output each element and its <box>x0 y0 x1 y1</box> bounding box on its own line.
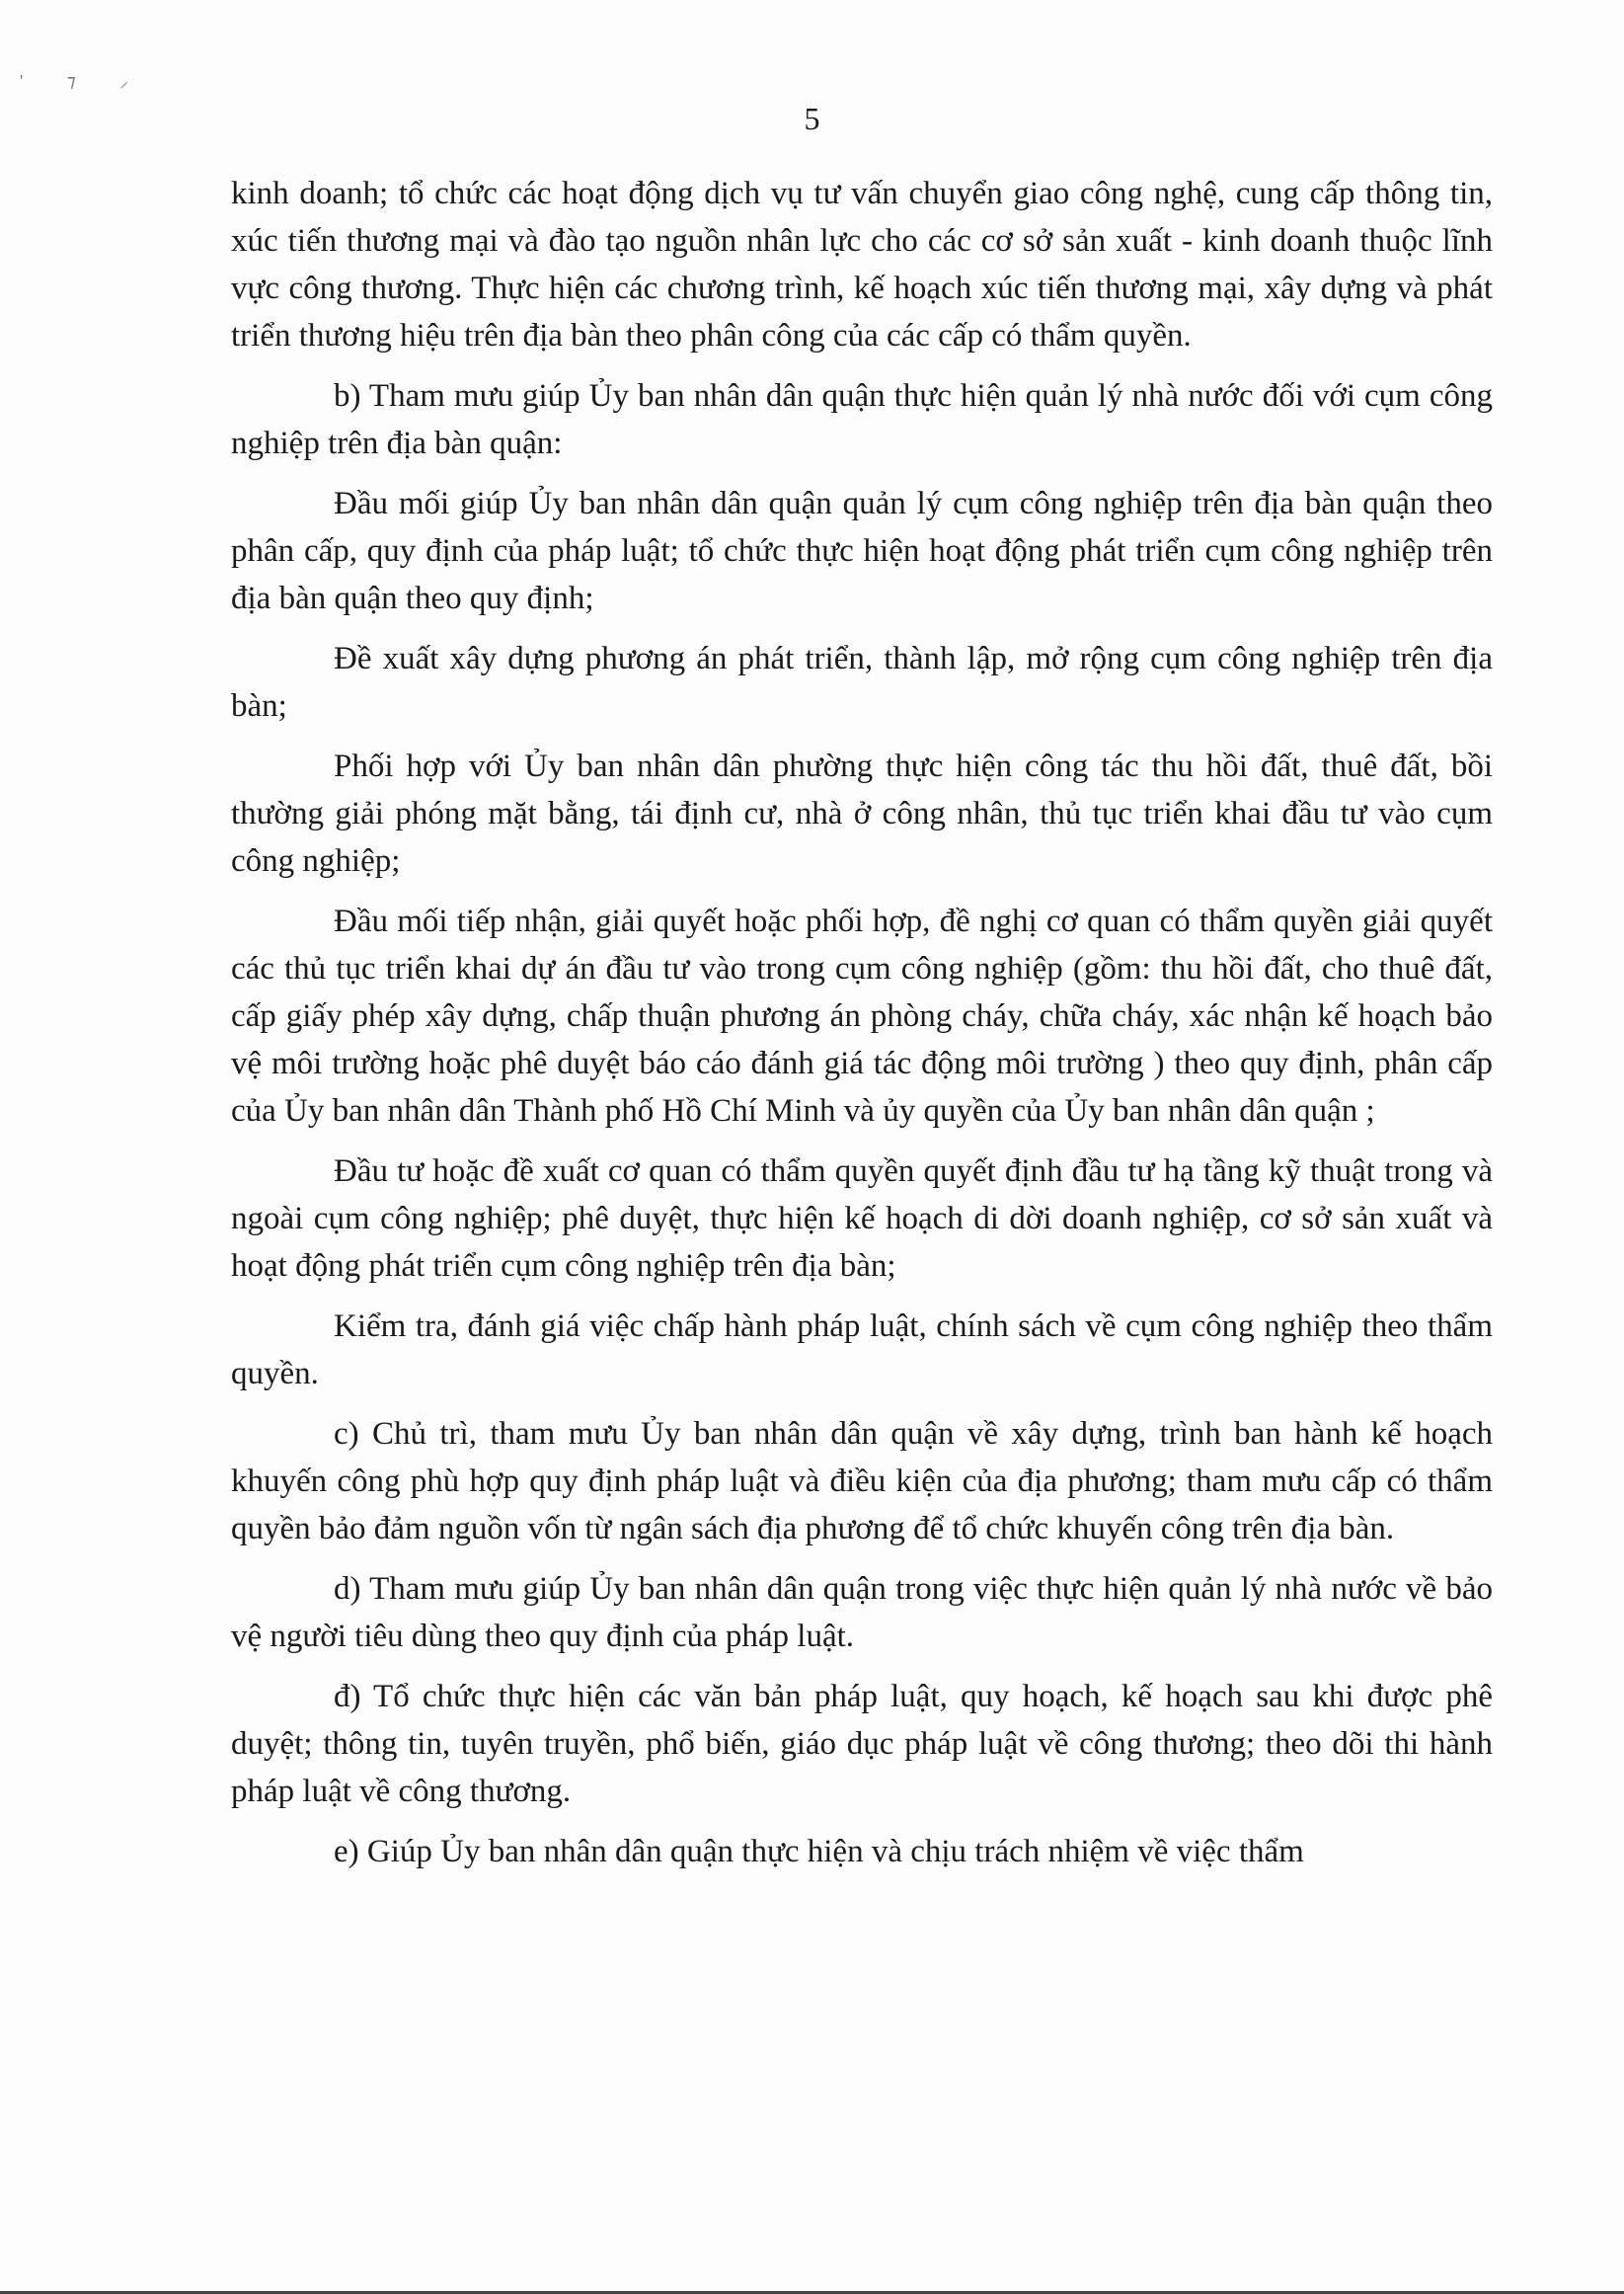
scan-marks: ' ⁊ ⸝ <box>20 71 149 91</box>
page-number: 5 <box>804 101 820 136</box>
paragraph: kinh doanh; tổ chức các hoạt động dịch vụ tư vấn chuyển giao công nghệ, cung cấp thông tin, xúc tiến thương mại và đào tạo nguồn nhân lực cho các cơ sở sản xuất - kinh doanh thuộc lĩnh vực công thương. Thực hiện các chương trình, kế hoạch xúc tiến thương mại, xây dựng và phát triển thương hiệu trên địa bàn theo phân công của các cấp có thẩm quyền. <box>231 176 1493 354</box>
paragraph: Phối hợp với Ủy ban nhân dân phường thực hiện công tác thu hồi đất, thuê đất, bồi thường giải phóng mặt bằng, tái định cư, nhà ở công nhân, thủ tục triển khai đầu tư vào cụm công nghiệp; <box>231 749 1493 879</box>
document-body <box>231 170 1493 1888</box>
paragraph: Đầu mối tiếp nhận, giải quyết hoặc phối hợp, đề nghị cơ quan có thẩm quyền giải quyết các thủ tục triển khai dự án đầu tư vào trong cụm công nghiệp (gồm: thu hồi đất, cho thuê đất, cấp giấy phép xây dựng, chấp thuận phương án phòng cháy, chữa cháy, xác nhận kế hoạch bảo vệ môi trường hoặc phê duyệt báo cáo đánh giá tác động môi trường ) theo quy định, phân cấp của Ủy ban nhân dân Thành phố Hồ Chí Minh và ủy quyền của Ủy ban nhân dân quận ; <box>231 904 1493 1129</box>
paragraph: Kiểm tra, đánh giá việc chấp hành pháp luật, chính sách về cụm công nghiệp theo thẩm quyền. <box>231 1308 1493 1391</box>
paragraph: e) Giúp Ủy ban nhân dân quận thực hiện và chịu trách nhiệm về việc thẩm <box>334 1834 1304 1869</box>
paragraph: d) Tham mưu giúp Ủy ban nhân dân quận trong việc thực hiện quản lý nhà nước về bảo vệ người tiêu dùng theo quy định của pháp luật. <box>231 1571 1493 1654</box>
paragraph: c) Chủ trì, tham mưu Ủy ban nhân dân quận về xây dựng, trình ban hành kế hoạch khuyến công phù hợp quy định pháp luật và điều kiện của địa phương; tham mưu cấp có thẩm quyền bảo đảm nguồn vốn từ ngân sách địa phương để tổ chức khuyến công trên địa bàn. <box>231 1416 1493 1546</box>
paragraph: đ) Tổ chức thực hiện các văn bản pháp luật, quy hoạch, kế hoạch sau khi được phê duyệt; thông tin, tuyên truyền, phổ biến, giáo dục pháp luật về công thương; theo dõi thi hành pháp luật về công thương. <box>231 1679 1493 1809</box>
paragraph: Đề xuất xây dựng phương án phát triển, thành lập, mở rộng cụm công nghiệp trên địa bàn; <box>231 641 1493 724</box>
paragraph: b) Tham mưu giúp Ủy ban nhân dân quận thực hiện quản lý nhà nước đối với cụm công nghiệp trên địa bàn quận: <box>231 378 1493 461</box>
paragraph: Đầu mối giúp Ủy ban nhân dân quận quản lý cụm công nghiệp trên địa bàn quận theo phân cấp, quy định của pháp luật; tổ chức thực hiện hoạt động phát triển cụm công nghiệp trên địa bàn quận theo quy định; <box>231 486 1493 616</box>
paragraph: Đầu tư hoặc đề xuất cơ quan có thẩm quyền quyết định đầu tư hạ tầng kỹ thuật trong và ngoài cụm công nghiệp; phê duyệt, thực hiện kế hoạch di dời doanh nghiệp, cơ sở sản xuất và hoạt động phát triển cụm công nghiệp trên địa bàn; <box>231 1153 1493 1284</box>
